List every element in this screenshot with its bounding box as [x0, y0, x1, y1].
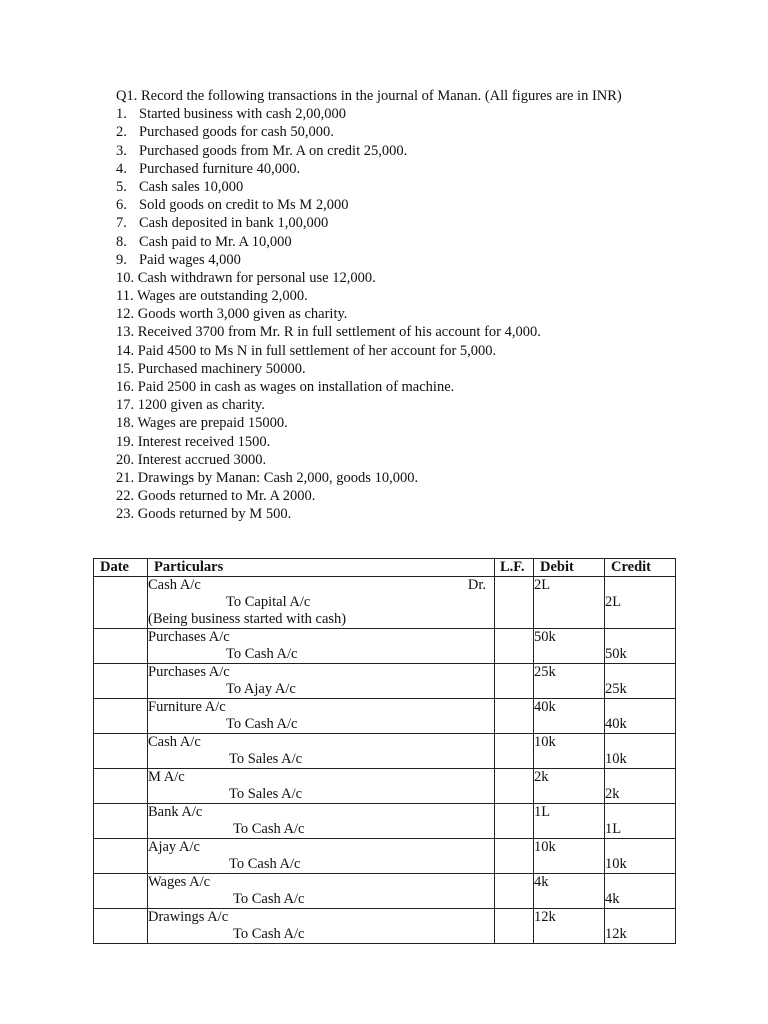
journal-entry-row — [94, 629, 676, 664]
item-number: 23. — [116, 506, 135, 523]
question-title: Q1. Record the following transactions in the journal of Manan. (All figures are in INR) — [116, 88, 622, 104]
transaction-item — [116, 433, 736, 451]
item-text: Received 3700 from Mr. R in full settlement of his account for 4,000. — [137, 324, 541, 341]
credit-cell — [605, 804, 676, 839]
debit-cell — [534, 699, 605, 734]
header-particulars: Particulars — [148, 559, 495, 577]
particulars-cell — [148, 769, 495, 804]
item-text: Interest received 1500. — [137, 433, 271, 450]
journal-entry-row — [94, 804, 676, 839]
journal-entry-row — [94, 874, 676, 909]
debit-cell — [534, 577, 605, 629]
lf-cell — [495, 577, 534, 629]
item-number: 5. — [116, 178, 127, 195]
debit-amount: 10k — [534, 839, 556, 855]
debit-amount: 2k — [534, 769, 549, 785]
particulars-cell — [148, 699, 495, 734]
item-text: Cash sales 10,000 — [139, 178, 244, 195]
item-number: 17. — [116, 397, 135, 414]
item-text: Paid 4500 to Ms N in full settlement of her account for 5,000. — [137, 342, 497, 359]
credit-cell — [605, 734, 676, 769]
debit-account: Cash A/c — [148, 734, 201, 750]
transaction-item — [116, 142, 736, 160]
credit-amount: 50k — [605, 646, 627, 662]
transaction-item — [116, 214, 736, 232]
transaction-item — [116, 196, 736, 214]
credit-account-line: To Cash A/c — [226, 716, 298, 732]
credit-cell — [605, 577, 676, 629]
item-number: 11. — [116, 288, 134, 305]
item-text: Wages are prepaid 15000. — [137, 415, 288, 432]
journal-entry-row — [94, 909, 676, 944]
debit-cell — [534, 909, 605, 944]
item-number: 3. — [116, 142, 127, 159]
transaction-item — [116, 160, 736, 178]
debit-account: Purchases A/c — [148, 629, 230, 645]
debit-amount: 40k — [534, 699, 556, 715]
transaction-item — [116, 323, 736, 341]
date-cell — [94, 734, 148, 769]
item-number: 20. — [116, 451, 135, 468]
lf-cell — [495, 804, 534, 839]
item-number: 13. — [116, 324, 135, 341]
journal-entry-row — [94, 577, 676, 629]
item-number: 9. — [116, 251, 127, 268]
credit-account-line: To Sales A/c — [229, 751, 303, 767]
transaction-item — [116, 360, 736, 378]
transaction-item — [116, 251, 736, 269]
transaction-item — [116, 469, 736, 487]
journal-entry-row — [94, 664, 676, 699]
item-text: Purchased goods from Mr. A on credit 25,000. — [139, 142, 408, 159]
journal-entry-row — [94, 734, 676, 769]
debit-amount: 10k — [534, 734, 556, 750]
item-text: Goods worth 3,000 given as charity. — [137, 306, 348, 323]
transaction-item — [116, 378, 736, 396]
item-text: Purchased goods for cash 50,000. — [139, 124, 334, 141]
transaction-item — [116, 178, 736, 196]
credit-amount: 10k — [605, 856, 627, 872]
credit-cell — [605, 699, 676, 734]
item-text: Cash deposited in bank 1,00,000 — [139, 215, 329, 232]
credit-amount: 4k — [605, 891, 620, 907]
credit-account-line: To Sales A/c — [229, 786, 303, 802]
debit-amount: 12k — [534, 909, 556, 925]
lf-cell — [495, 874, 534, 909]
debit-cell — [534, 664, 605, 699]
item-text: Started business with cash 2,00,000 — [139, 106, 347, 123]
credit-account-line: To Cash A/c — [226, 646, 298, 662]
date-cell — [94, 664, 148, 699]
header-credit: Credit — [605, 559, 676, 577]
debit-account-line — [148, 577, 494, 594]
item-number: 7. — [116, 215, 127, 232]
particulars-cell — [148, 909, 495, 944]
journal-header-row — [94, 559, 676, 577]
debit-amount: 4k — [534, 874, 549, 890]
item-text: Paid wages 4,000 — [139, 251, 241, 268]
transaction-item — [116, 487, 736, 505]
credit-cell — [605, 769, 676, 804]
date-cell — [94, 699, 148, 734]
debit-account: Cash A/c — [148, 577, 201, 593]
item-text: Purchased furniture 40,000. — [139, 160, 301, 177]
credit-account-line: To Cash A/c — [233, 821, 305, 837]
item-text: 1200 given as charity. — [137, 397, 265, 414]
credit-account-line: To Ajay A/c — [226, 681, 296, 697]
debit-cell — [534, 629, 605, 664]
transaction-item — [116, 269, 736, 287]
credit-amount: 1L — [605, 821, 622, 837]
item-number: 12. — [116, 306, 135, 323]
journal-entry-row — [94, 699, 676, 734]
transaction-item — [116, 396, 736, 414]
debit-cell — [534, 839, 605, 874]
date-cell — [94, 909, 148, 944]
lf-cell — [495, 629, 534, 664]
item-text: Cash withdrawn for personal use 12,000. — [137, 269, 376, 286]
item-number: 15. — [116, 360, 135, 377]
item-number: 19. — [116, 433, 135, 450]
date-cell — [94, 804, 148, 839]
debit-account: Drawings A/c — [148, 909, 229, 925]
date-cell — [94, 769, 148, 804]
debit-account: Bank A/c — [148, 804, 203, 820]
particulars-cell — [148, 664, 495, 699]
date-cell — [94, 839, 148, 874]
dr-marker: Dr. — [467, 577, 486, 593]
credit-amount: 10k — [605, 751, 627, 767]
narration: (Being business started with cash) — [148, 611, 347, 627]
item-number: 8. — [116, 233, 127, 250]
debit-account: Purchases A/c — [148, 664, 230, 680]
credit-account-line: To Capital A/c — [226, 594, 311, 610]
debit-account: M A/c — [148, 769, 185, 785]
date-cell — [94, 577, 148, 629]
credit-cell — [605, 664, 676, 699]
debit-cell — [534, 874, 605, 909]
journal-entry-row — [94, 839, 676, 874]
debit-account: Furniture A/c — [148, 699, 226, 715]
credit-cell — [605, 909, 676, 944]
debit-cell — [534, 804, 605, 839]
particulars-cell — [148, 734, 495, 769]
credit-account-line: To Cash A/c — [233, 926, 305, 942]
credit-amount: 12k — [605, 926, 627, 942]
journal-table — [93, 558, 676, 944]
debit-cell — [534, 769, 605, 804]
transaction-item — [116, 123, 736, 141]
credit-cell — [605, 874, 676, 909]
item-text: Sold goods on credit to Ms M 2,000 — [139, 197, 349, 214]
transaction-item — [116, 305, 736, 323]
item-text: Interest accrued 3000. — [137, 451, 267, 468]
credit-amount: 25k — [605, 681, 627, 697]
question-block — [116, 87, 736, 524]
transaction-item — [116, 233, 736, 251]
item-text: Drawings by Manan: Cash 2,000, goods 10,000. — [137, 469, 419, 486]
item-text: Purchased machinery 50000. — [137, 360, 306, 377]
credit-amount: 2L — [605, 594, 622, 610]
debit-amount: 50k — [534, 629, 556, 645]
credit-amount: 40k — [605, 716, 627, 732]
credit-account-line: To Cash A/c — [229, 856, 301, 872]
transaction-item — [116, 342, 736, 360]
lf-cell — [495, 734, 534, 769]
item-number: 2. — [116, 124, 127, 141]
credit-cell — [605, 839, 676, 874]
lf-cell — [495, 699, 534, 734]
debit-account: Ajay A/c — [148, 839, 200, 855]
header-debit: Debit — [534, 559, 605, 577]
debit-amount: 1L — [534, 804, 551, 820]
transaction-item — [116, 451, 736, 469]
item-number: 18. — [116, 415, 135, 432]
item-number: 6. — [116, 197, 127, 214]
header-date: Date — [94, 559, 148, 577]
item-number: 22. — [116, 488, 135, 505]
debit-account: Wages A/c — [148, 874, 211, 890]
debit-cell — [534, 734, 605, 769]
header-lf: L.F. — [495, 559, 534, 577]
debit-amount: 25k — [534, 664, 556, 680]
lf-cell — [495, 664, 534, 699]
particulars-cell — [148, 804, 495, 839]
item-text: Wages are outstanding 2,000. — [136, 288, 308, 305]
transaction-item — [116, 505, 736, 523]
lf-cell — [495, 839, 534, 874]
credit-account-line: To Cash A/c — [233, 891, 305, 907]
lf-cell — [495, 769, 534, 804]
journal-entry-row — [94, 769, 676, 804]
transaction-item — [116, 105, 736, 123]
item-number: 21. — [116, 469, 135, 486]
transaction-list — [116, 105, 736, 523]
item-number: 14. — [116, 342, 135, 359]
item-number: 4. — [116, 160, 127, 177]
date-cell — [94, 874, 148, 909]
particulars-cell — [148, 577, 495, 629]
transaction-item — [116, 287, 736, 305]
item-number: 10. — [116, 269, 135, 286]
item-text: Cash paid to Mr. A 10,000 — [139, 233, 292, 250]
particulars-cell — [148, 629, 495, 664]
debit-amount: 2L — [534, 577, 551, 593]
particulars-cell — [148, 839, 495, 874]
particulars-cell — [148, 874, 495, 909]
transaction-item — [116, 414, 736, 432]
item-text: Goods returned to Mr. A 2000. — [137, 488, 316, 505]
date-cell — [94, 629, 148, 664]
item-number: 16. — [116, 379, 135, 395]
credit-amount: 2k — [605, 786, 620, 802]
lf-cell — [495, 909, 534, 944]
credit-cell — [605, 629, 676, 664]
item-number: 1. — [116, 106, 127, 123]
item-text: Paid 2500 in cash as wages on installation of machine. — [137, 379, 455, 395]
item-text: Goods returned by M 500. — [137, 506, 292, 523]
